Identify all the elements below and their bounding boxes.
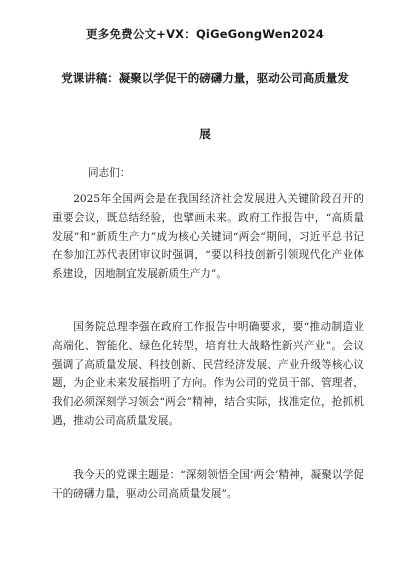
salutation: 同志们： [88, 167, 131, 179]
paragraph-1: 2025年全国两会是在我国经济社会发展进入关键阶段召开的重要会议，既总结经验，也擘画未来。政府工作报告中，“高质量发展”和“新质生产力”成为核心关键词“两会”期间，习近平总书记在参加江苏代表团审议时强调，“要以科技创新引领现代化产业体系建设，因地制宜发展新质生产力”。 [52, 193, 364, 281]
paragraph-2: 国务院总理李强在政府工作报告中明确要求，要“推动制造业高端化、智能化、绿色化转型，培育壮大战略性新兴产业”。会议强调了高质量发展、科技创新、民营经济发展、产业升级等核心议题，为企业未来发展指明了方向。作为公司的党员干部、管理者，我们必须深刻学习领会“两会”精神，结合实际，找准定位，抢抓机遇，推动公司高质量发展。 [52, 321, 364, 427]
document-header: 更多免费公文+VX：QiGeGongWen2024 [86, 27, 324, 41]
document-title-line-2: 展 [199, 127, 211, 141]
paragraph-3: 我今天的党课主题是：“深刻领悟全国‘两会’精神，凝聚以学促干的磅礴力量，驱动公司高质量发展”。 [52, 469, 364, 500]
document-title-line-1: 党课讲稿：凝聚以学促干的磅礴力量，驱动公司高质量发 [61, 71, 349, 85]
